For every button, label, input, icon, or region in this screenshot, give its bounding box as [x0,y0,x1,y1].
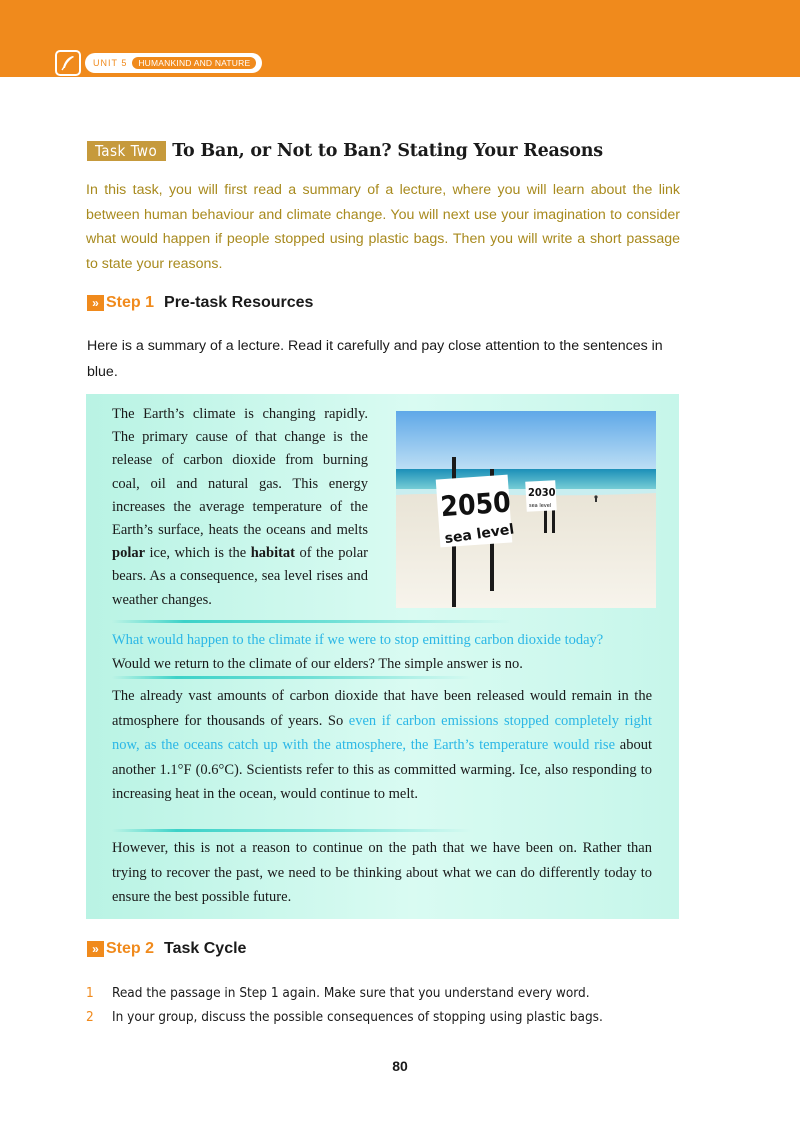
list-item-text: In your group, discuss the possible consequences of stopping using plastic bags. [112,1009,603,1025]
task-badge: Task Two [87,141,166,161]
pen-icon [55,50,81,76]
page-number: 80 [392,1058,408,1074]
list-item-text: Read the passage in Step 1 again. Make sure that you understand every word. [112,985,590,1001]
step1-label: Step 1 [106,294,155,311]
list-item [86,1005,686,1029]
task-intro: In this task, you will first read a summary of a lecture, where you will learn about the link between human behaviour and climate change. You will next use your imagination to consider what would happen if people stopped using plastic bags. Then you will write a short passage to state your reasons. [86,182,680,272]
unit-tag [55,50,262,76]
reading-question [112,628,672,676]
question-blue: What would happen to the climate if we were to stop emitting carbon dioxide today? [112,632,604,648]
page-header [0,0,800,77]
sea-level-photo [396,411,656,608]
sign-small-text: sea level [529,503,552,509]
question-answer: Would we return to the climate of our elders? The simple answer is no. [112,656,523,672]
task-heading: To Ban, or Not to Ban? Stating Your Reasons [172,141,603,161]
reading-paragraph-2 [112,684,652,807]
p2-text-blue: even if carbon emissions stopped completely right now, as the oceans catch up with the atmosphere, the Earth’s temperature would rise [112,712,652,753]
p2-text-b: about another 1.1°F (0.6°C). Scientists refer to this as committed warming. Ice, also responding to increasing heat in the ocean, would continue to melt. [112,737,652,802]
keyword-polar: polar [112,545,146,562]
reading-paragraph-1 [112,403,368,612]
list-item-number: 2 [86,1009,94,1025]
task-title [87,141,603,161]
p1-text-b: ice, which is the [145,545,251,562]
task-cycle-list [86,981,686,1029]
p1-text-a: The Earth’s climate is changing rapidly. The primary cause of that change is the release of carbon dioxide from burning coal, oil and natural gas. This energy increases the average temperature of the Earth’s surface, heats the oceans and melts [112,406,368,539]
reading-paragraph-3: However, this is not a reason to continue on the path that we have been on. Rather than trying to recover the past, we need to be thinking about what we can do differently today to ensure the best possible future. [112,840,652,905]
divider-line [112,620,512,623]
unit-theme: HUMANKIND AND NATURE [132,57,256,69]
step2-title [87,940,246,958]
step2-label: Step 2 [106,940,155,957]
step2-name: Task Cycle [164,940,247,957]
p2-text-a: The already vast amounts of carbon dioxide that have been released would remain in the atmosphere for thousands of years. So [112,688,652,729]
unit-label: UNIT 5 [93,58,128,68]
step1-name: Pre-task Resources [164,294,314,311]
double-chevron-icon: » [87,295,104,311]
sign-small-year: 2030 [528,486,556,499]
unit-pill [85,53,262,73]
sign-big-text: sea level [443,521,516,548]
double-chevron-icon: » [87,941,104,957]
step1-description: Here is a summary of a lecture. Read it carefully and pay close attention to the sentences in blue. [87,338,663,380]
list-item-number: 1 [86,985,94,1001]
keyword-habitat: habitat [250,545,296,562]
divider-line [112,829,472,832]
divider-line [112,676,472,679]
step1-title [87,294,313,312]
list-item [86,981,686,1005]
p1-text-c: of the polar bears. As a consequence, sea level rises and weather changes. [112,545,368,608]
sign-big-year: 2050 [439,485,512,524]
